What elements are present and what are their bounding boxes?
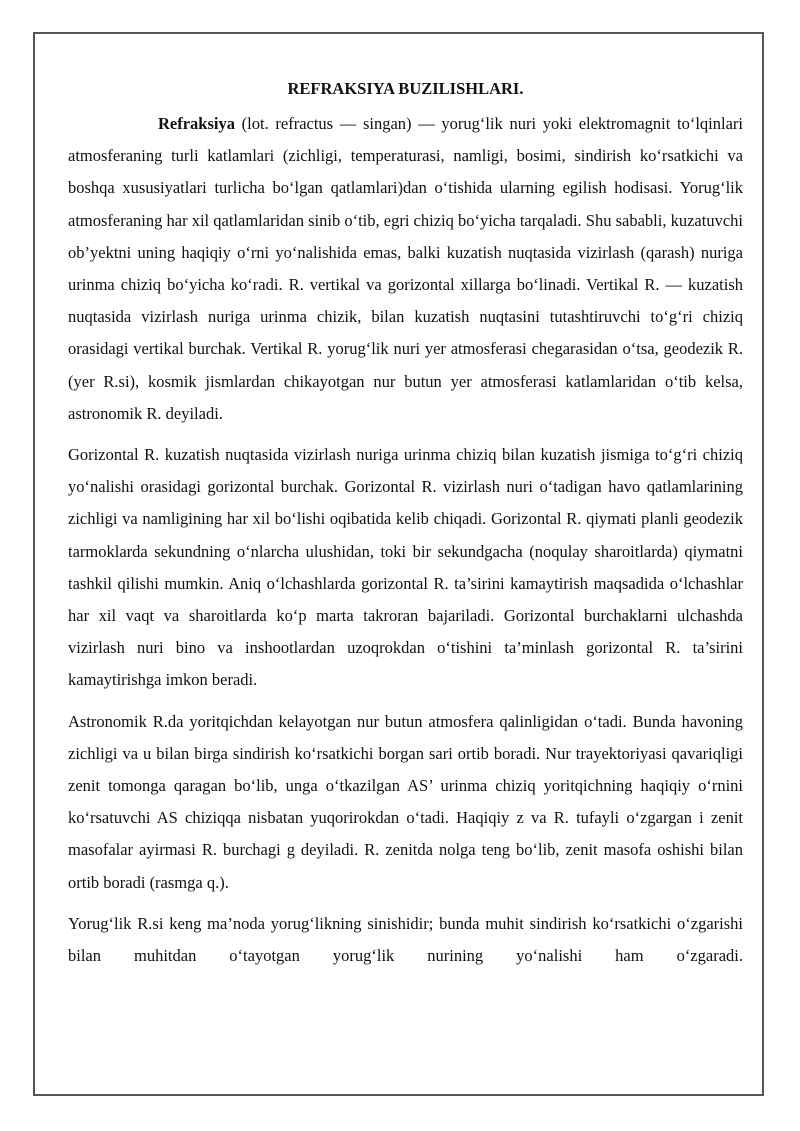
paragraph-yoruglik: Yorug‘lik R.si keng ma’noda yorug‘likning sinishidir; bunda muhit sindirish ko‘rsatkichi o‘zgarishi bilan muhitdan o‘tayotgan yorug‘lik nurining yo‘nalishi ham o‘zgaradi. xyxy=(68,913,743,966)
document-title: REFRAKSIYA BUZILISHLARI. xyxy=(287,79,524,98)
paragraph-gorizontal: Gorizontal R. kuzatish nuqtasida vizirlash nuriga urinma chiziq bilan kuzatish jismiga to‘g‘ri chiziq yo‘nalishi orasidagi gorizontal burchak. Gorizontal R. vizirlash nuri o‘tadigan havo qatlamlarining zichligi va namligining har xil bo‘lishi oqibatida kelib chiqadi. Gorizontal R. qiymati planli geodezik tarmoklarda sekundning o‘nlarcha ulushidan, toki bir sekundgacha (noqulay sharoitlarda) qiymatni tashkil qilishi mumkin. Aniq o‘lchashlarda gorizontal R. ta’sirini kamaytirish maqsadida o‘lchashlar har xil vaqt va sharoitlarda ko‘p marta takroran bajariladi. Gorizontal burchaklarni ulchashda vizirlash nuri bino va inshootlardan uzoqrokdan o‘tishini ta’minlash gorizontal R. ta’sirini kamaytirishga imkon beradi. xyxy=(68,445,743,690)
term-refraksiya: Refraksiya xyxy=(158,114,235,133)
paragraph-astronomik: Astronomik R.da yoritqichdan kelayotgan nur butun atmosfera qalinligidan o‘tadi. Bunda havoning zichligi va u bilan birga sindirish ko‘rsatkichi borgan sari ortib boradi. Nur trayektoriyasi qavariqligi zenit tomonga qaragan bo‘lib, unga o‘tkazilgan AS’ urinma chiziq yoritqichning haqiqiy o‘rnini ko‘rsatuvchi AS chiziqqa nisbatan yuqorirokdan o‘tadi. Haqiqiy z va R. tufayli o‘zgargan i zenit masofalar ayirmasi R. burchagi g deyiladi. R. zenitda nolga teng bo‘lib, zenit masofa oshishi bilan ortib boradi (rasmga q.). xyxy=(68,711,743,892)
paragraph-1-text: (lot. refractus — singan) — yorug‘lik nuri yoki elektromagnit to‘lqinlari atmosferaning turli katlamlari (zichligi, temperaturasi, namligi, bosimi, sindirish ko‘rsatkichi va boshqa xususiyatlari turlicha bo‘lgan qatlamlari)dan o‘tishida ularning egilish hodisasi. Yorug‘lik atmosferaning har xil qatlamlaridan sinib o‘tib, egri chiziq bo‘yicha tarqaladi. Shu sababli, kuzatuvchi ob’yektni uning haqiqiy o‘rni yo‘nalishida emas, balki kuzatish nuqtasida vizirlash (qarash) nuriga urinma chiziq bo‘yicha ko‘radi. R. vertikal va gorizontal xillarga bo‘linadi. Vertikal R. — kuzatish nuqtasida vizirlash nuriga urinma chizik, bilan kuzatish nuqtasini tutashtiruvchi to‘g‘ri chiziq orasidagi vertikal burchak. Vertikal R. yorug‘lik nuri yer atmosferasi chegarasidan o‘tsa, geodezik R. (yer R.si), kosmik jismlardan chikayotgan nur butun yer atmosferasi katlamlaridan o‘tib kelsa, astronomik R. deyiladi. xyxy=(68,114,743,423)
page-frame xyxy=(33,32,764,1096)
paragraph-refraksiya-definition xyxy=(68,108,743,430)
document-body xyxy=(68,79,743,981)
